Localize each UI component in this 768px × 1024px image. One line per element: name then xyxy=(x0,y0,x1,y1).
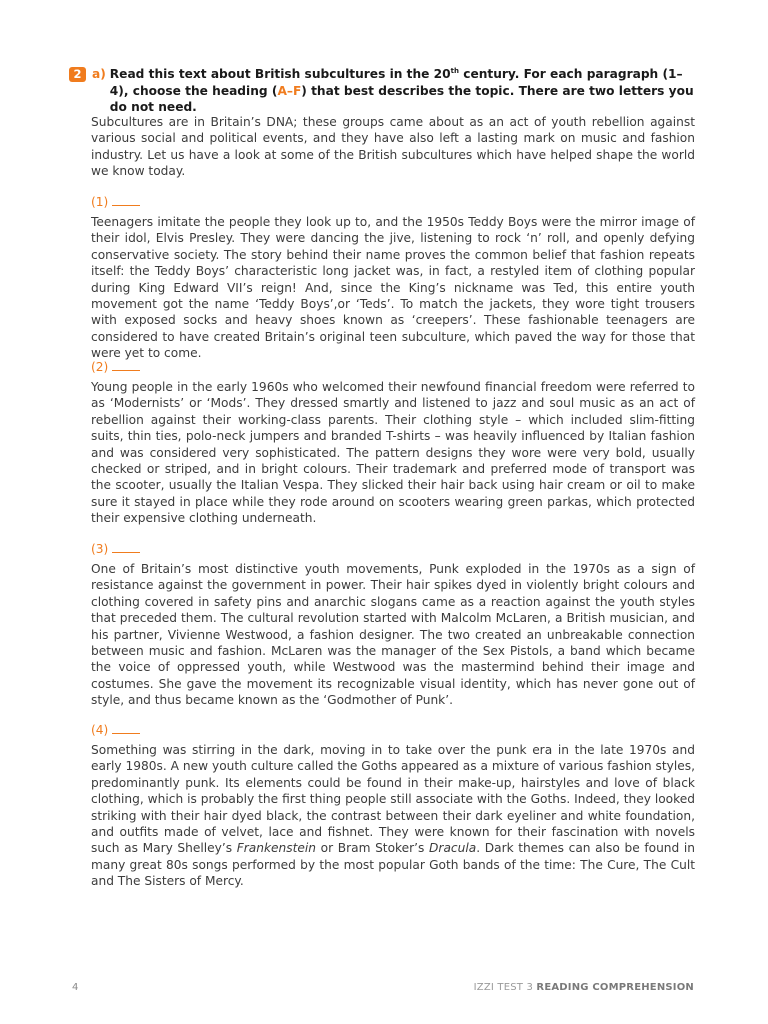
intro-paragraph: Subcultures are in Britain’s DNA; these groups came about as an act of youth rebellion against various social and political events, and they have also left a lasting mark on music and fashion industry. Let us have a look at some of the British subcultures which have helped shape the world we know today. xyxy=(91,115,695,179)
answer-blank-1[interactable] xyxy=(112,194,140,206)
footer-title: IZZI TEST 3 READING COMPREHENSION xyxy=(473,982,694,993)
book-title-frankenstein: Frankenstein xyxy=(236,841,316,856)
task-part-label: a) xyxy=(92,67,106,81)
paragraph-4: Something was stirring in the dark, moving in to take over the punk era in the late 1970s and early 1980s. A new youth culture called the Goths appeared as a mixture of various fashion styles, predominantly punk. Its elements could be found in their make-up, hairstyles and love of black clothing, which is probably the first thing people still associate with the Goths. Indeed, they looked striking with their hair dyed black, the contrast between their dark eyeliner and white foundation, and outfits made of velvet, lace and fishnet. They were known for their fascination with novels such as Mary Shelley’s Frankenstein or Bram Stoker’s Dracula. Dark themes can also be found in many great 80s songs performed by the most popular Goth bands of the time: The Cure, The Cult and The Sisters of Mercy. xyxy=(91,743,696,889)
paragraph-2: Young people in the early 1960s who welcomed their newfound financial freedom were referred to as ‘Modernists’ or ‘Mods’. They dressed smartly and listened to jazz and soul music as an act of rebellion against their working-class parents. Their clothing style – which included slim-fitting suits, thin ties, polo-neck jumpers and branded T-shirts – was heavily influenced by Italian fashion and was considered very sophisticated. The pattern designs they wore were very bold, usually checked or striped, and in bright colours. Their trademark and preferred mode of transport was the scooter, usually the Italian Vespa. They slicked their hair back using hair cream or oil to make sure it stayed in place while they rode around on scooters wearing green parkas, which protected their expensive clothing underneath. xyxy=(91,380,695,526)
paragraph-label-1: (1) xyxy=(91,194,140,210)
paragraph-1: Teenagers imitate the people they look up to, and the 1950s Teddy Boys were the mirror image of their idol, Elvis Presley. They were dancing the jive, listening to rock ‘n’ roll, and openly defying conservative society. The story behind their name proves the common belief that fashion repeats itself: the Teddy Boys’ characteristic long jacket was, in fact, a restyled item of clothing popular during King Edward VII’s reign! And, since the King’s nickname was Ted, this entire youth movement got the name ‘Teddy Boys’,or ‘Teds’. To match the jackets, they wore tight trousers with exposed socks and heavy shoes known as ‘creepers’. These fashionable teenagers are considered to have created Britain’s original teen subculture, which paved the way for those that were yet to come. xyxy=(91,215,695,361)
paragraph-3: One of Britain’s most distinctive youth movements, Punk exploded in the 1970s as a sign of resistance against the government in power. Their hair spikes dyed in violently bright colours and clothing covered in safety pins and anarchic slogans came as a reaction against the youth styles that preceded them. The cultural revolution started with Malcolm McLaren, a British musician, and his partner, Vivienne Westwood, a fashion designer. The two created an unbreakable connection between music and fashion. McLaren was the manager of the Sex Pistols, a band which became the voice of oppressed youth, while Westwood was the mastermind behind their image and costumes. She gave the movement its recognizable visual identity, which has never gone out of style, and thus became known as the ‘Godmother of Punk’. xyxy=(91,562,695,708)
task-number-badge: 2 xyxy=(69,67,86,82)
paragraph-label-2: (2) xyxy=(91,359,140,375)
answer-blank-2[interactable] xyxy=(112,359,140,371)
paragraph-label-4: (4) xyxy=(91,722,140,738)
page-number: 4 xyxy=(72,982,79,993)
book-title-dracula: Dracula xyxy=(429,841,477,856)
answer-blank-4[interactable] xyxy=(112,722,140,734)
answer-blank-3[interactable] xyxy=(112,541,140,553)
task-instruction xyxy=(69,66,699,116)
paragraph-label-3: (3) xyxy=(91,541,140,557)
instruction-text: Read this text about British subcultures in the 20th century. For each paragraph (1–4), choose the heading (A–F) that best describes the topic. There are two letters you do not need. xyxy=(109,67,694,114)
